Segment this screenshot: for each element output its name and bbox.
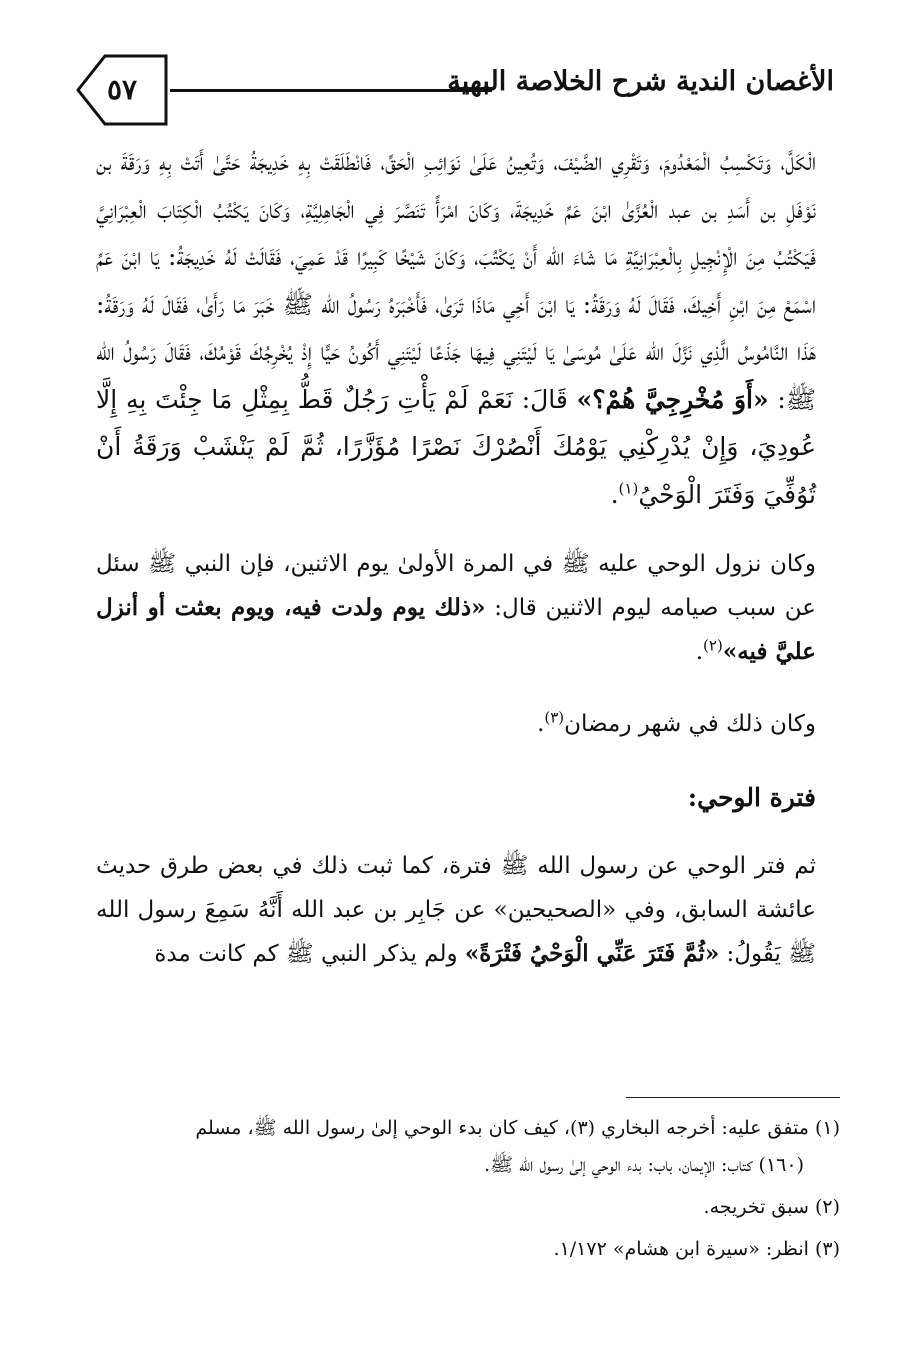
ramadan-end: . bbox=[537, 711, 545, 737]
footnote-separator bbox=[626, 1097, 840, 1098]
ramadan-text: وكان ذلك في شهر رمضان bbox=[564, 711, 816, 737]
fatra-paragraph bbox=[96, 844, 816, 976]
section-heading: فترة الوحي: bbox=[687, 783, 816, 812]
footnote-mark-3: (٣) bbox=[544, 708, 565, 727]
footnote-1-line1: (١) متفق عليه: أخرجه البخاري (٣)، كيف كان بدء الوحي إلىٰ رسول الله ﷺ، مسلم bbox=[195, 1117, 840, 1139]
hadith-end: . bbox=[610, 479, 619, 509]
footnote-mark-1: (١) bbox=[618, 479, 639, 498]
footnote-3: (٣) انظر: «سيرة ابن هشام» ١/١٧٢. bbox=[553, 1238, 840, 1260]
footnote-2: (٢) سبق تخريجه. bbox=[703, 1196, 840, 1218]
page-number: ٥٧ bbox=[106, 73, 138, 106]
page-header bbox=[74, 52, 834, 132]
running-title: الأغصان الندية شرح الخلاصة البهية bbox=[447, 66, 834, 97]
fatra-end: ولم يذكر النبي ﷺ كم كانت مدة bbox=[154, 941, 465, 967]
hadith-text-part1: الْكَلَّ، وَتَكْسِبُ الْمَعْدُومَ، وَتَقْرِي الضَّيْفَ، وَتُعِينُ عَلَىٰ نَوَائِبِ الْحَقِّ، فَانْطَلَقَتْ بِهِ خَدِيجَةُ حَتَّىٰ أَتَتْ بِهِ وَرَقَةَ بن نَوْفَلِ بن أَسَدِ بن عبد الْعُزَّىٰ ابْنَ عَمِّ خَدِيجَةَ، وَكَانَ امْرَأً تَنَصَّرَ فِي الْجَاهِلِيَّةِ، وَكَانَ يَكْتُبُ الْكِتَابَ الْعِبْرَانِيَّ فَيَكْتُبُ مِنَ الْإِنْجِيلِ بِالْعِبْرَانِيَّةِ مَا شَاءَ الله أَنْ يَكْتُبَ، وَكَانَ شَيْخًا كَبِيرًا قَدْ عَمِيَ، فَقَالَتْ لَهُ خَدِيجَةُ: يَا ابْنَ عَمِّ اسْمَعْ مِنَ ابْنِ أَخِيكَ، فَقَالَ لَهُ وَرَقَةُ: يَا ابْنَ أَخِي مَاذَا تَرَىٰ، فَأَخْبَرَهُ رَسُولُ الله ﷺ خَبَرَ مَا رَأَىٰ، فَقَالَ لَهُ وَرَقَةُ: هَذَا النَّامُوسُ الَّذِي نَزَّلَ الله عَلَىٰ مُوسَىٰ يَا لَيْتَنِي فِيهَا جَذَعًا لَيْتَنِي أَكُونُ حَيًّا إِذْ يُخْرِجُكَ قَوْمُكَ، فَقَالَ رَسُولُ الله ﷺ: bbox=[96, 147, 817, 414]
hadith-paragraph bbox=[96, 138, 816, 518]
hadith-text-part2: قَالَ: نَعَمْ لَمْ يَأْتِ رَجُلٌ قَطُّ بِمِثْلِ مَا جِئْتَ بِهِ إِلَّا عُودِيَ، وَإِنْ يُدْرِكْنِي يَوْمُكَ أَنْصُرْكَ نَصْرًا مُؤَزَّرًا، ثُمَّ لَمْ يَنْشَبْ وَرَقَةُ أَنْ تُوُفِّيَ وَفَتَرَ الْوَحْيُ bbox=[96, 384, 816, 509]
footnote-mark-2: (٢) bbox=[703, 636, 723, 655]
fatra-bold-quote: «ثُمَّ فَتَرَ عَنِّي الْوَحْيُ فَتْرَةً» bbox=[464, 940, 720, 967]
header-rule bbox=[170, 89, 492, 92]
monday-paragraph bbox=[96, 542, 816, 674]
ramadan-paragraph bbox=[96, 702, 816, 746]
footnotes bbox=[96, 1110, 840, 1268]
footnote-1-line2: (١٦٠) كتاب: الإيمان، باب: بدء الوحي إلىٰ رسول الله ﷺ. bbox=[484, 1154, 804, 1176]
monday-text: وكان نزول الوحي عليه ﷺ في المرة الأولىٰ يوم الاثنين، فإن النبي ﷺ سئل عن سبب صيامه ليوم الاثنين قال: bbox=[96, 551, 816, 621]
fatra-text: ثم فتر الوحي عن رسول الله ﷺ فترة، كما ثبت ذلك في بعض طرق حديث عائشة السابق، وفي «الصحيحين» عن جَابِر بن عبد الله أَنَّهُ سَمِعَ رسول الله ﷺ يَقُولُ: bbox=[96, 853, 816, 967]
monday-bold-quote: «ذلك يوم ولدت فيه، ويوم بعثت أو أنزل عليَّ فيه» bbox=[96, 594, 816, 665]
hadith-bold-quote: «أَوَ مُخْرِجِيَّ هُمْ؟» bbox=[576, 384, 769, 414]
main-text bbox=[96, 138, 816, 976]
footnote-1 bbox=[96, 1110, 840, 1184]
monday-end: . bbox=[695, 639, 704, 665]
page-number-badge bbox=[74, 52, 170, 128]
